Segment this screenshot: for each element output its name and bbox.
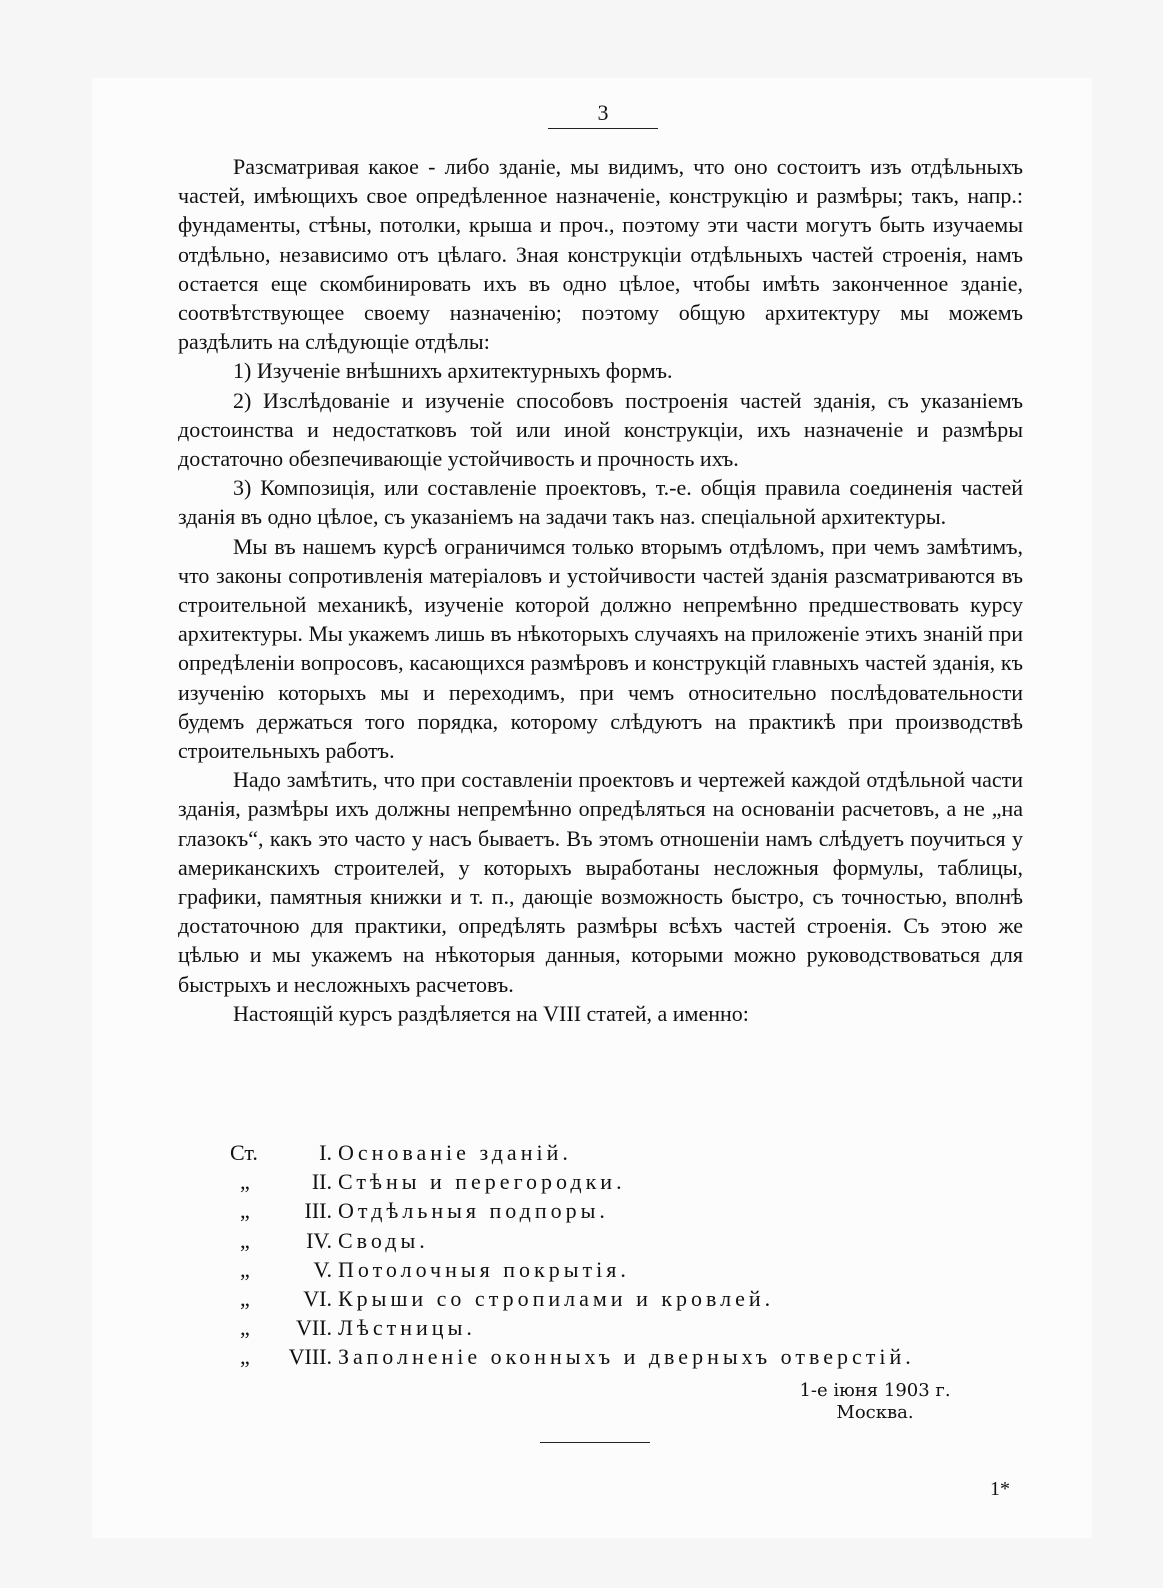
toc-prefix: „ [240,1315,250,1341]
toc-title: Основаніе зданій. [338,1140,572,1165]
place-text: Москва. [836,1402,914,1423]
list-item-2: 2) Изслѣдованіе и изученіе способовъ построенія частей зданія, съ указаніемъ достоинства и недостатковъ той или иной конструкціи, ихъ назначеніе и размѣры достаточно обезпечивающіе устойчивость и прочность ихъ. [178,387,1023,472]
toc-prefix: „ [240,1256,250,1282]
toc-row [230,1138,915,1167]
toc-number: III. [304,1198,332,1224]
toc-prefix: Ст. [230,1140,258,1165]
toc-title: Своды. [338,1227,429,1253]
toc-number: VIII. [288,1344,332,1370]
paragraph-toc-intro: Настоящій курсъ раздѣляется на VIII статей, а именно: [233,1000,749,1026]
toc-row [230,1255,915,1284]
body-text [178,152,1023,1028]
toc-number: VII. [295,1315,332,1341]
toc-number: I. [319,1140,332,1165]
toc-title: Крыши со стропилами и кровлей. [338,1286,775,1312]
toc-title: Заполненіе оконныхъ и дверныхъ отверстій. [338,1344,915,1370]
toc-row [230,1342,915,1371]
paragraph-calculations: Надо замѣтить, что при составленіи проектовъ и чертежей каждой отдѣльной части зданія, размѣры ихъ должны непремѣнно опредѣляться на основаніи расчетовъ, а не „на глазокъ“, какъ это часто у насъ бываетъ. Въ этомъ отношеніи намъ слѣдуетъ поучиться у американскихъ строителей, у которыхъ выработаны несложныя формулы, таблицы, графики, памятныя книжки и т. п., дающіе возможность быстро, съ точностью, вполнѣ достаточною для практики, опредѣлять размѣры всѣхъ частей строенія. Съ этою же цѣлью и мы укажемъ на нѣкоторыя данныя, которыми можно руководствоваться для быстрыхъ и несложныхъ расчетовъ. [178,767,1023,997]
toc-number: IV. [306,1227,332,1253]
toc-prefix: „ [240,1198,250,1224]
paragraph-course-scope: Мы въ нашемъ курсѣ ограничимся только вторымъ отдѣломъ, при чемъ замѣтимъ, что законы сопротивленія матеріаловъ и устойчивости частей зданія разсматриваются въ строительной механикѣ, изученіе которой должно непремѣнно предшествовать курсу архитектуры. Мы укажемъ лишь въ нѣкоторыхъ случаяхъ на приложеніе этихъ знаній при опредѣленіи вопросовъ, касающихся размѣровъ и конструкцій главныхъ частей зданія, къ изученію которыхъ мы и переходимъ, при чемъ относительно послѣдовательности будемъ держаться того порядка, которому слѣдуютъ на практикѣ при производствѣ строительныхъ работъ. [178,533,1023,764]
signature-mark: 1* [990,1478,1010,1500]
table-of-contents [230,1138,915,1372]
toc-prefix: „ [240,1344,250,1370]
toc-title: Стѣны и перегородки. [338,1169,626,1195]
date-text: 1-е іюня 1903 г. [799,1380,951,1401]
footer-rule [540,1442,650,1443]
paragraph-intro: Разсматривая какое - либо зданіе, мы видимъ, что оно состоитъ изъ отдѣльныхъ частей, имѣющихъ свое опредѣленное назначеніе, конструкцію и размѣры; такъ, напр.: фундаменты, стѣны, потолки, крыша и проч., поэтому эти части могутъ быть изучаемы отдѣльно, независимо отъ цѣлаго. Зная конструкціи отдѣльныхъ частей строенія, намъ остается еще скомбинировать ихъ въ одно цѣлое, чтобы имѣть законченное зданіе, соотвѣтствующее своему назначенію; поэтому общую архитектуру мы можемъ раздѣлить на слѣдующіе отдѣлы: [178,154,1023,355]
toc-title: Отдѣльныя подпоры. [338,1198,609,1224]
toc-number: VI. [303,1286,332,1312]
dateline [790,1380,960,1424]
header-rule [548,128,658,129]
toc-title: Лѣстницы. [338,1315,476,1341]
toc-row [230,1313,915,1342]
toc-row [230,1196,915,1225]
toc-row [230,1167,915,1196]
page-number: 3 [597,100,609,125]
toc-prefix: „ [240,1169,250,1195]
toc-row [230,1226,915,1255]
list-item-1: 1) Изученіе внѣшнихъ архитектурныхъ формъ. [233,358,673,384]
toc-prefix: „ [240,1286,250,1312]
toc-title: Потолочныя покрытія. [338,1256,630,1282]
toc-number: II. [311,1169,332,1195]
toc-row [230,1284,915,1313]
toc-prefix: „ [240,1227,250,1253]
list-item-3: 3) Композиція, или составленіе проектовъ, т.-е. общія правила соединенія частей зданія въ одно цѣлое, съ указаніемъ на задачи такъ наз. спеціальной архитектуры. [178,475,1023,530]
toc-number: V. [313,1256,332,1282]
